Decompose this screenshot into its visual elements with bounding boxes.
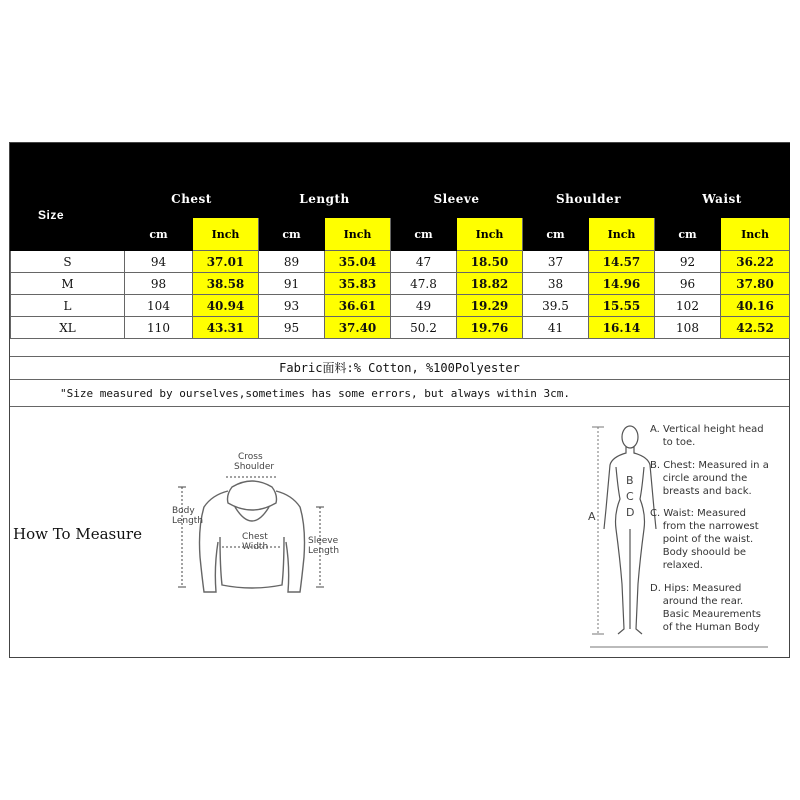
table-row xyxy=(11,295,790,317)
cm-cell: 93 xyxy=(259,295,325,317)
unit-cm: cm xyxy=(655,218,721,251)
unit-cm: cm xyxy=(259,218,325,251)
inch-cell: 14.96 xyxy=(589,273,655,295)
measure-header-chest: Chest xyxy=(125,180,259,218)
cm-cell: 49 xyxy=(391,295,457,317)
fabric-line: Fabric面料:% Cotton, %100Polyester xyxy=(10,357,789,380)
unit-header-row xyxy=(11,218,790,251)
inch-cell: 19.29 xyxy=(457,295,523,317)
cm-cell: 50.2 xyxy=(391,317,457,339)
note-d: D. Hips: Measured around the rear. Basic Meaurements of the Human Body xyxy=(650,583,762,633)
how-to-measure-title: How To Measure xyxy=(13,525,142,543)
inch-cell: 38.58 xyxy=(193,273,259,295)
unit-cm: cm xyxy=(391,218,457,251)
inch-cell: 42.52 xyxy=(721,317,790,339)
inch-cell: 16.14 xyxy=(589,317,655,339)
inch-cell: 15.55 xyxy=(589,295,655,317)
inch-cell: 35.04 xyxy=(325,251,391,273)
note-b: B. Chest: Measured in a circle around the breasts and back. xyxy=(650,460,769,497)
inch-cell: 40.16 xyxy=(721,295,790,317)
unit-cm: cm xyxy=(125,218,193,251)
inch-cell: 37.80 xyxy=(721,273,790,295)
unit-inch: Inch xyxy=(325,218,391,251)
size-table xyxy=(10,143,790,339)
inch-cell: 18.50 xyxy=(457,251,523,273)
size-chart-sheet xyxy=(9,142,790,658)
size-cell: S xyxy=(11,251,125,273)
sweater-diagram xyxy=(160,447,345,607)
size-column-header: Size xyxy=(11,180,125,251)
chest-width-label: Width xyxy=(242,542,269,552)
cm-cell: 39.5 xyxy=(523,295,589,317)
cross-shoulder-label: Shoulder xyxy=(234,462,275,472)
header-corner xyxy=(11,144,125,180)
inch-cell: 40.94 xyxy=(193,295,259,317)
inch-cell: 43.31 xyxy=(193,317,259,339)
sleeve-length-label: Length xyxy=(308,546,340,556)
table-row xyxy=(11,251,790,273)
spacer-band xyxy=(10,333,789,357)
measure-header-length: Length xyxy=(259,180,391,218)
measure-header-waist: Waist xyxy=(655,180,790,218)
inch-cell: 37.40 xyxy=(325,317,391,339)
measurement-note: "Size measured by ourselves,sometimes has some errors, but always within 3cm. xyxy=(10,380,789,407)
cm-cell: 47 xyxy=(391,251,457,273)
measure-header-shoulder: Shoulder xyxy=(523,180,655,218)
chest-width-label: Chest xyxy=(242,532,268,542)
marker-b: B xyxy=(626,474,634,487)
how-to-measure-section xyxy=(10,407,789,657)
cm-cell: 91 xyxy=(259,273,325,295)
size-cell: XL xyxy=(11,317,125,339)
note-a: A. Vertical height head to toe. xyxy=(650,424,764,448)
inch-cell: 36.61 xyxy=(325,295,391,317)
measure-header-row xyxy=(11,180,790,218)
header-banner xyxy=(125,144,790,180)
cm-cell: 96 xyxy=(655,273,721,295)
cm-cell: 89 xyxy=(259,251,325,273)
inch-cell: 36.22 xyxy=(721,251,790,273)
cm-cell: 104 xyxy=(125,295,193,317)
table-row xyxy=(11,273,790,295)
cm-cell: 98 xyxy=(125,273,193,295)
inch-cell: 19.76 xyxy=(457,317,523,339)
cm-cell: 94 xyxy=(125,251,193,273)
inch-cell: 18.82 xyxy=(457,273,523,295)
body-length-label: Length xyxy=(172,516,204,526)
body-length-label: Body xyxy=(172,506,195,516)
human-figure-icon xyxy=(604,426,656,634)
cm-cell: 37 xyxy=(523,251,589,273)
marker-a: A xyxy=(588,510,596,523)
marker-c: C xyxy=(626,490,634,503)
inch-cell: 35.83 xyxy=(325,273,391,295)
cm-cell: 102 xyxy=(655,295,721,317)
cm-cell: 47.8 xyxy=(391,273,457,295)
note-c: C. Waist: Measured from the narrowest point of the waist. Body shoould be relaxed. xyxy=(650,508,759,571)
marker-d: D xyxy=(626,506,635,519)
inch-cell: 14.57 xyxy=(589,251,655,273)
cm-cell: 108 xyxy=(655,317,721,339)
unit-inch: Inch xyxy=(721,218,790,251)
unit-inch: Inch xyxy=(457,218,523,251)
inch-cell: 37.01 xyxy=(193,251,259,273)
cm-cell: 110 xyxy=(125,317,193,339)
cm-cell: 38 xyxy=(523,273,589,295)
cm-cell: 95 xyxy=(259,317,325,339)
measure-header-sleeve: Sleeve xyxy=(391,180,523,218)
size-cell: M xyxy=(11,273,125,295)
cross-shoulder-label: Cross xyxy=(238,452,263,462)
size-cell: L xyxy=(11,295,125,317)
sleeve-length-label: Sleeve xyxy=(308,536,339,546)
cm-cell: 41 xyxy=(523,317,589,339)
unit-cm: cm xyxy=(523,218,589,251)
cm-cell: 92 xyxy=(655,251,721,273)
unit-inch: Inch xyxy=(193,218,259,251)
unit-inch: Inch xyxy=(589,218,655,251)
